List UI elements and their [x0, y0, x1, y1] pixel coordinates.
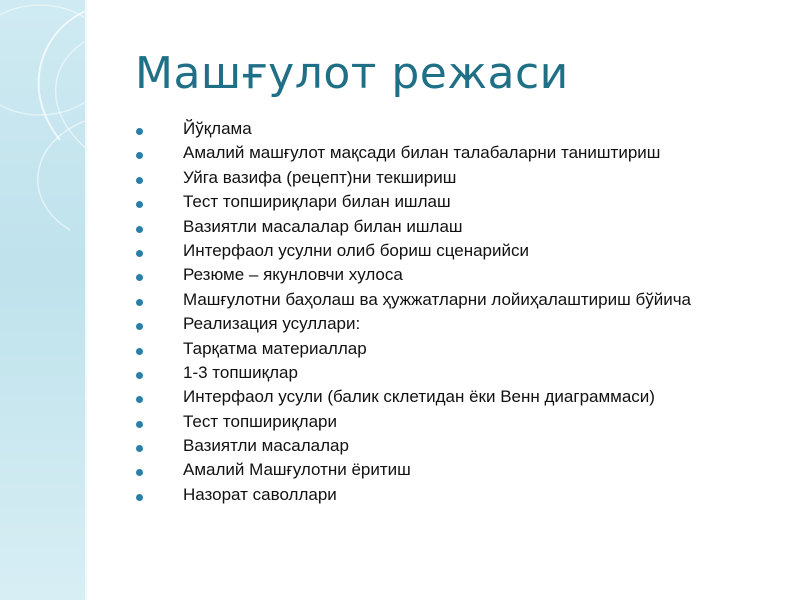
bullet-dot-icon — [136, 226, 143, 233]
bullet-dot-icon — [136, 299, 143, 306]
list-item — [0, 411, 800, 435]
bullet-list — [0, 118, 800, 508]
list-item-text: Тарқатма материаллар — [183, 338, 367, 358]
list-item-text: Тест топшириқлари — [183, 411, 337, 431]
list-item — [0, 118, 800, 142]
list-item — [0, 459, 800, 483]
list-item-text: Вазиятли масалалар — [183, 436, 349, 456]
list-item — [0, 191, 800, 215]
bullet-dot-icon — [136, 421, 143, 428]
bullet-dot-icon — [136, 152, 143, 159]
list-item — [0, 362, 800, 386]
list-item-text: Интерфаол усулни олиб бориш сценарийси — [183, 240, 529, 260]
bullet-dot-icon — [136, 323, 143, 330]
list-item-text: 1-3 топшиқлар — [183, 362, 298, 382]
list-item — [0, 435, 800, 459]
list-item-text: Вазиятли масалалар билан ишлаш — [183, 216, 463, 236]
list-item — [0, 484, 800, 508]
list-item-text: Йўқлама — [183, 119, 252, 138]
bullet-dot-icon — [136, 469, 143, 476]
slide-title: Машғулот режаси — [135, 48, 569, 99]
list-item-text: Назорат саволлари — [183, 484, 337, 504]
list-item-text: Интерфаол усули (балик склетидан ёки Венн диаграммаси) — [183, 387, 655, 407]
bullet-dot-icon — [136, 128, 143, 135]
list-item-text: Машғулотни баҳолаш ва ҳужжатларни лойиҳалаштириш бўйича — [183, 289, 692, 309]
list-item — [0, 142, 800, 166]
bullet-dot-icon — [136, 445, 143, 452]
bullet-dot-icon — [136, 494, 143, 501]
list-item-text: Амалий машғулот мақсади билан талабаларни таништириш — [183, 143, 661, 163]
list-item — [0, 216, 800, 240]
list-item — [0, 289, 800, 313]
list-item — [0, 264, 800, 288]
bullet-dot-icon — [136, 372, 143, 379]
list-item-text: Реализация усуллари: — [183, 314, 361, 334]
bullet-dot-icon — [136, 177, 143, 184]
list-item — [0, 167, 800, 191]
list-item-text: Амалий Машғулотни ёритиш — [183, 460, 411, 480]
bullet-dot-icon — [136, 274, 143, 281]
list-item — [0, 338, 800, 362]
list-item-text: Уйга вазифа (рецепт)ни текшириш — [183, 167, 457, 187]
list-item — [0, 240, 800, 264]
bullet-dot-icon — [136, 201, 143, 208]
list-item-text: Тест топшириқлари билан ишлаш — [183, 192, 451, 212]
bullet-dot-icon — [136, 348, 143, 355]
bullet-dot-icon — [136, 250, 143, 257]
list-item — [0, 313, 800, 337]
list-item — [0, 386, 800, 410]
list-item-text: Резюме – якунловчи хулоса — [183, 265, 403, 285]
bullet-dot-icon — [136, 396, 143, 403]
